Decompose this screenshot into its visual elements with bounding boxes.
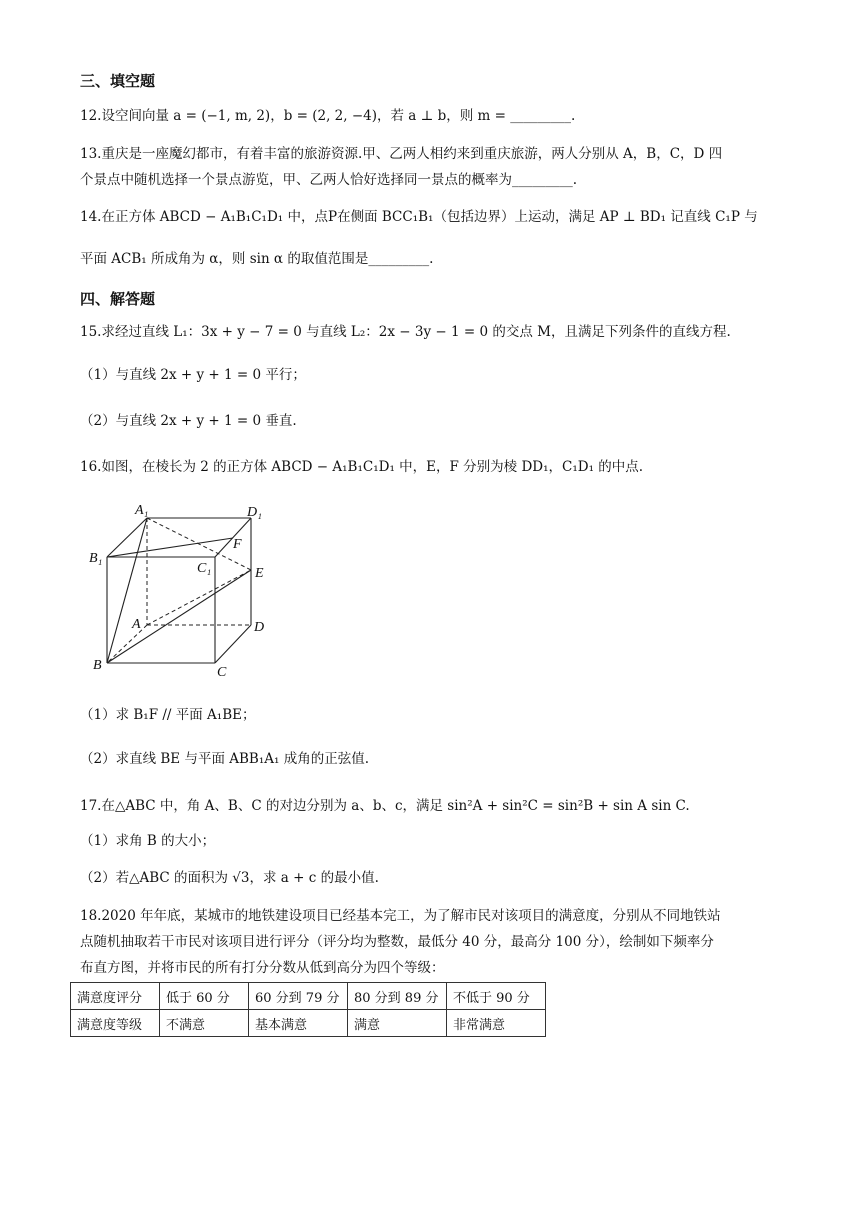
table-cell: 满意度评分 [71, 983, 160, 1010]
table-cell: 满意度等级 [71, 1010, 160, 1037]
hidden-edge-a-b [107, 625, 147, 663]
table-cell: 不满意 [160, 1010, 249, 1037]
question-17: 17.在△ABC 中，角 A、B、C 的对边分别为 a、b、c，满足 sin²A + sin²C = sin²B + sin A sin C. [80, 798, 690, 814]
hidden-segment-a-e [147, 570, 251, 625]
label-b1: B₁ [89, 551, 103, 566]
question-15: 15.求经过直线 L₁：3x + y − 7 = 0 与直线 L₂：2x − 3y − 1 = 0 的交点 M，且满足下列条件的直线方程. [80, 324, 731, 340]
label-a: A [132, 617, 141, 632]
satisfaction-table [70, 982, 546, 1037]
cube-figure [85, 500, 285, 680]
question-16: 16.如图，在棱长为 2 的正方体 ABCD − A₁B₁C₁D₁ 中，E，F 分别为棱 DD₁，C₁D₁ 的中点. [80, 459, 644, 475]
question-14-line-1: 14.在正方体 ABCD − A₁B₁C₁D₁ 中，点P在侧面 BCC₁B₁（包括边界）上运动，满足 AP ⊥ BD₁ 记直线 C₁P 与 [80, 209, 758, 225]
question-16-part-2: （2）求直线 BE 与平面 ABB₁A₁ 成角的正弦值. [80, 751, 369, 767]
table-cell: 满意 [348, 1010, 447, 1037]
question-15-part-2: （2）与直线 2x + y + 1 = 0 垂直. [80, 413, 297, 429]
question-13-line-2: 个景点中随机选择一个景点游览，甲、乙两人恰好选择同一景点的概率为_________. [80, 172, 578, 188]
table-cell: 80 分到 89 分 [348, 983, 447, 1010]
label-c1: C₁ [197, 561, 212, 576]
label-d1: D₁ [247, 505, 262, 520]
segment-b1-f [107, 538, 233, 557]
table-row [71, 1010, 546, 1037]
label-f: F [233, 537, 242, 552]
question-12: 12.设空间向量 a = (−1, m, 2)，b = (2, 2, −4)，若 a ⊥ b，则 m = _________. [80, 108, 576, 124]
question-16-part-1: （1）求 B₁F // 平面 A₁BE； [80, 707, 256, 723]
question-14-line-2: 平面 ACB₁ 所成角为 α，则 sin α 的取值范围是_________. [80, 251, 434, 267]
question-18-line-2: 点随机抽取若干市民对该项目进行评分（评分均为整数，最低分 40 分，最高分 100 分），绘制如下频率分 [80, 934, 714, 950]
question-18-line-3: 布直方图，并将市民的所有打分分数从低到高分为四个等级： [80, 960, 445, 976]
edge-d-c [215, 625, 251, 663]
table-cell: 低于 60 分 [160, 983, 249, 1010]
question-17-part-1: （1）求角 B 的大小； [80, 833, 216, 849]
question-13-line-1: 13.重庆是一座魔幻都市，有着丰富的旅游资源.甲、乙两人相约来到重庆旅游，两人分别从 A，B，C，D 四 [80, 146, 723, 162]
table-cell: 非常满意 [447, 1010, 546, 1037]
section-title-fill-blank: 三、填空题 [80, 72, 156, 90]
table-cell: 60 分到 79 分 [249, 983, 348, 1010]
label-b: B [93, 658, 102, 673]
label-e: E [255, 566, 264, 581]
label-a1: A₁ [135, 503, 149, 518]
question-15-part-1: （1）与直线 2x + y + 1 = 0 平行； [80, 367, 306, 383]
question-18-line-1: 18.2020 年年底，某城市的地铁建设项目已经基本完工，为了解市民对该项目的满意度，分别从不同地铁站 [80, 908, 721, 924]
question-17-part-2: （2）若△ABC 的面积为 √3，求 a + c 的最小值. [80, 870, 379, 886]
label-c: C [217, 665, 227, 680]
table-cell: 基本满意 [249, 1010, 348, 1037]
label-d: D [254, 620, 265, 635]
table-cell: 不低于 90 分 [447, 983, 546, 1010]
edge-b1-a1 [107, 518, 147, 557]
section-title-answer: 四、解答题 [80, 290, 156, 308]
table-row [71, 983, 546, 1010]
